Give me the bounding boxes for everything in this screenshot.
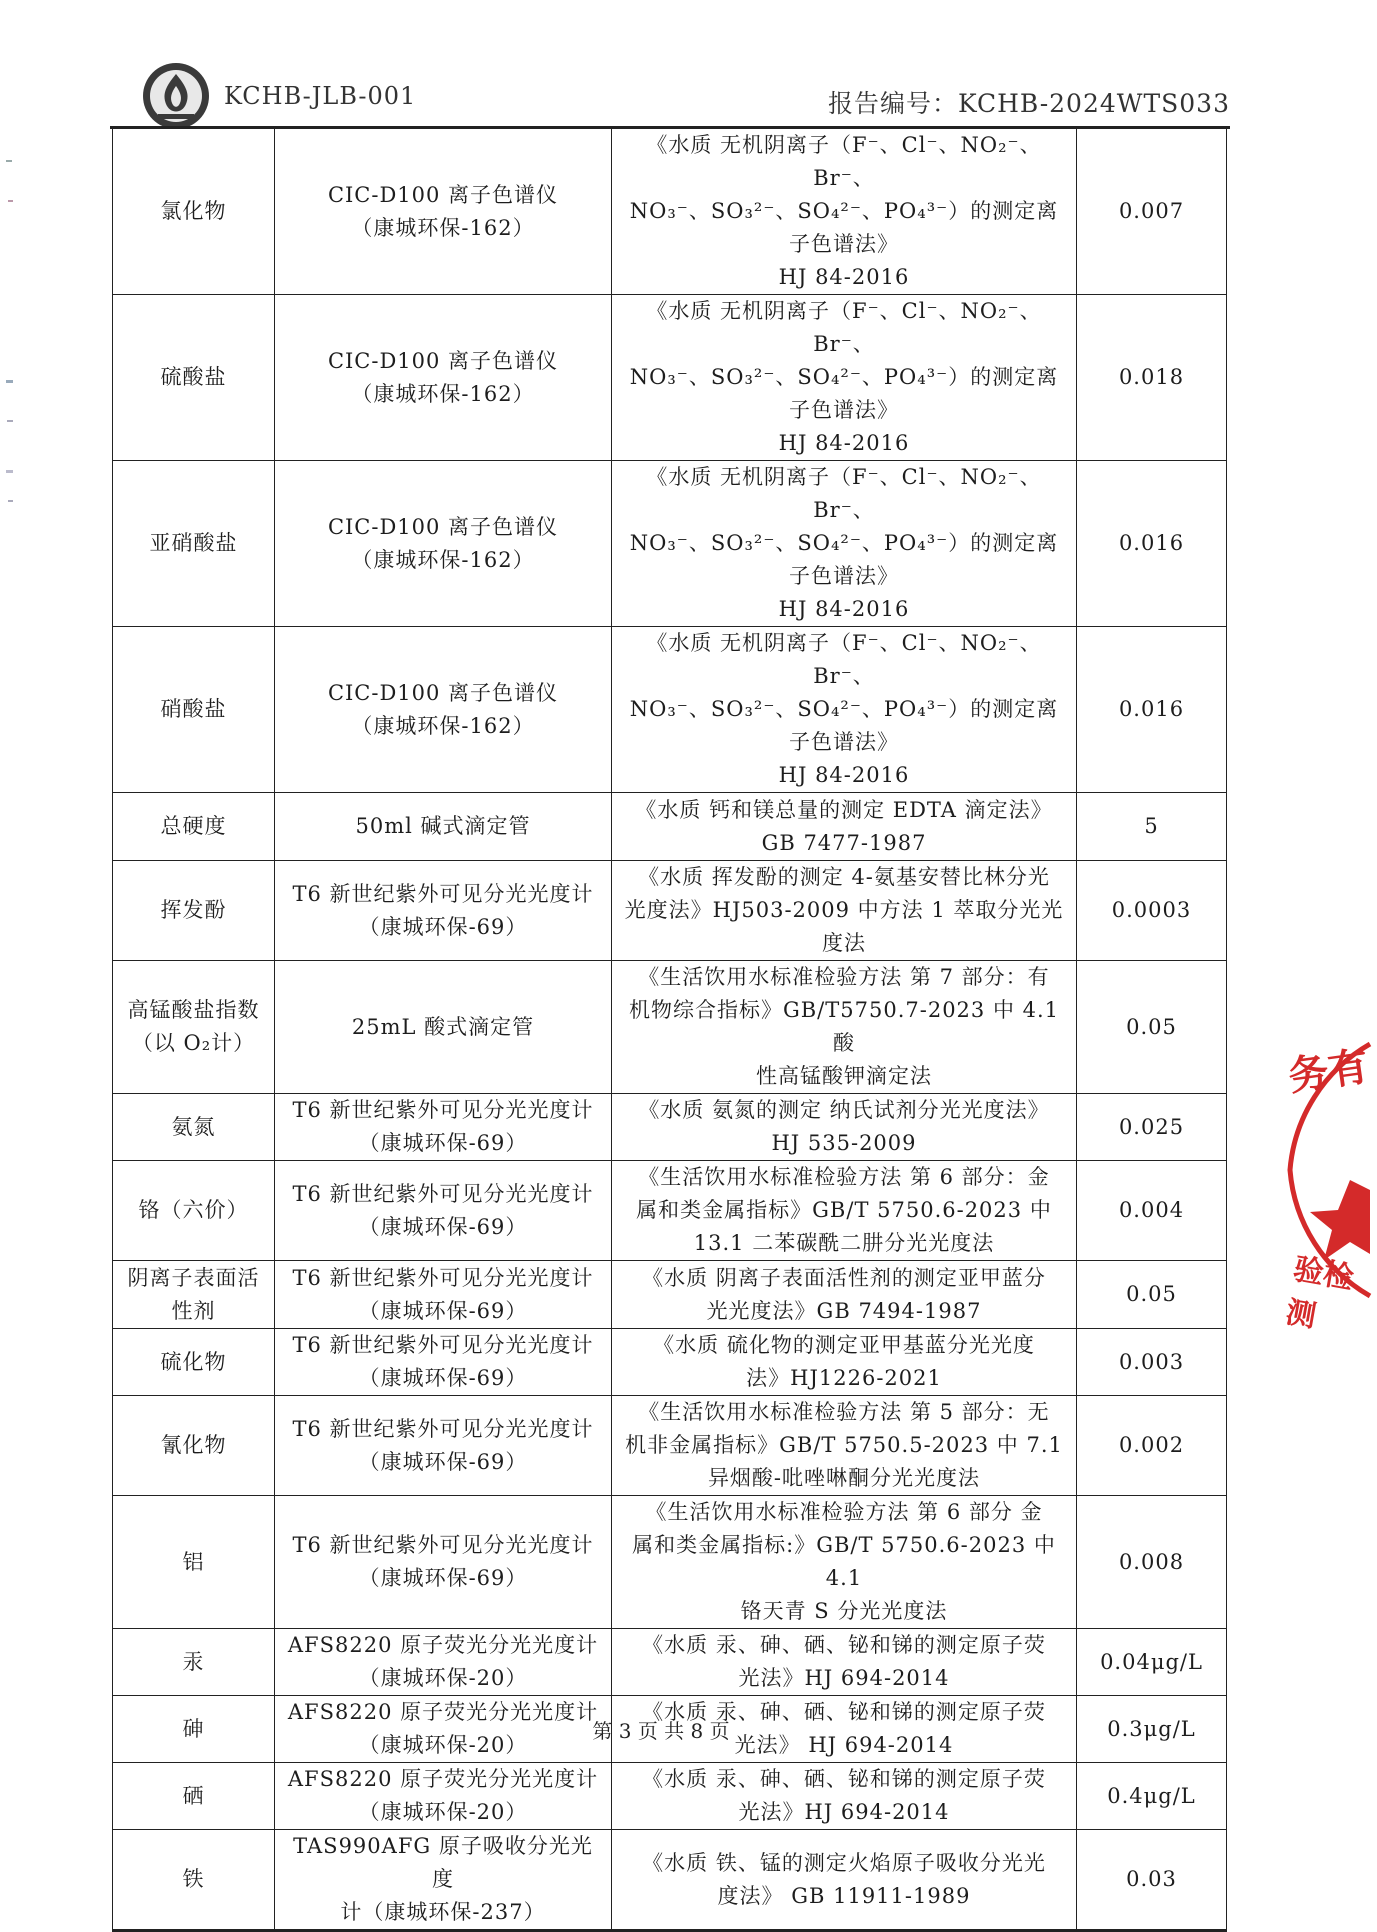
- item-name-cell: 铁: [113, 1830, 275, 1931]
- item-name-cell: 挥发酚: [113, 861, 275, 961]
- detection-limit-cell: 0.04μg/L: [1077, 1629, 1227, 1696]
- table-row: [113, 1329, 1227, 1396]
- method-cell: 《生活饮用水标准检验方法 第 5 部分：无 机非金属指标》GB/T 5750.5-2023 中 7.1 异烟酸-吡唑啉酮分光光度法: [612, 1396, 1077, 1496]
- instrument-cell: T6 新世纪紫外可见分光光度计 （康城环保-69）: [275, 1161, 612, 1261]
- detection-limit-cell: 0.008: [1077, 1496, 1227, 1629]
- instrument-cell: T6 新世纪紫外可见分光光度计 （康城环保-69）: [275, 1496, 612, 1629]
- table-row: [113, 1094, 1227, 1161]
- detection-limit-cell: 0.002: [1077, 1396, 1227, 1496]
- instrument-cell: AFS8220 原子荧光分光光度计 （康城环保-20）: [275, 1696, 612, 1763]
- table-row: [113, 129, 1227, 295]
- item-name-cell: 汞: [113, 1629, 275, 1696]
- detection-limit-cell: 0.016: [1077, 627, 1227, 793]
- instrument-cell: CIC-D100 离子色谱仪 （康城环保-162）: [275, 129, 612, 295]
- table-row: [113, 1830, 1227, 1931]
- detection-limit-cell: 0.4μg/L: [1077, 1763, 1227, 1830]
- page-header: [110, 44, 1230, 134]
- method-cell: 《水质 铁、锰的测定火焰原子吸收分光光 度法》 GB 11911-1989: [612, 1830, 1077, 1931]
- detection-limit-cell: 0.05: [1077, 961, 1227, 1094]
- instrument-cell: CIC-D100 离子色谱仪 （康城环保-162）: [275, 627, 612, 793]
- method-cell: 《水质 汞、砷、硒、铋和锑的测定原子荧 光法》 HJ 694-2014: [612, 1696, 1077, 1763]
- instrument-cell: T6 新世纪紫外可见分光光度计 （康城环保-69）: [275, 1396, 612, 1496]
- method-cell: 《水质 无机阴离子（F⁻、Cl⁻、NO₂⁻、Br⁻、 NO₃⁻、SO₃²⁻、SO₄²⁻、PO₄³⁻）的测定离子色谱法》 HJ 84-2016: [612, 129, 1077, 295]
- method-cell: 《生活饮用水标准检验方法 第 7 部分：有 机物综合指标》GB/T5750.7-2023 中 4.1 酸 性高锰酸钾滴定法: [612, 961, 1077, 1094]
- table-row: [113, 1261, 1227, 1329]
- method-cell: 《水质 挥发酚的测定 4-氨基安替比林分光 光度法》HJ503-2009 中方法 1 萃取分光光 度法: [612, 861, 1077, 961]
- method-cell: 《生活饮用水标准检验方法 第 6 部分：金 属和类金属指标》GB/T 5750.6-2023 中 13.1 二苯碳酰二肼分光光度法: [612, 1161, 1077, 1261]
- method-cell: 《水质 无机阴离子（F⁻、Cl⁻、NO₂⁻、Br⁻、 NO₃⁻、SO₃²⁻、SO₄²⁻、PO₄³⁻）的测定离子色谱法》 HJ 84-2016: [612, 627, 1077, 793]
- method-cell: 《生活饮用水标准检验方法 第 6 部分 金 属和类金属指标:》GB/T 5750.6-2023 中 4.1 铬天青 S 分光光度法: [612, 1496, 1077, 1629]
- scan-edge-marks: [4, 140, 18, 540]
- method-cell: 《水质 阴离子表面活性剂的测定亚甲蓝分 光光度法》GB 7494-1987: [612, 1261, 1077, 1329]
- method-cell: 《水质 汞、砷、硒、铋和锑的测定原子荧 光法》HJ 694-2014: [612, 1763, 1077, 1830]
- item-name-cell: 砷: [113, 1696, 275, 1763]
- method-cell: 《水质 钙和镁总量的测定 EDTA 滴定法》 GB 7477-1987: [612, 793, 1077, 861]
- item-name-cell: 铬（六价）: [113, 1161, 275, 1261]
- instrument-cell: T6 新世纪紫外可见分光光度计 （康城环保-69）: [275, 1329, 612, 1396]
- detection-limit-cell: 0.003: [1077, 1329, 1227, 1396]
- table-row: [113, 861, 1227, 961]
- instrument-cell: AFS8220 原子荧光分光光度计 （康城环保-20）: [275, 1629, 612, 1696]
- instrument-cell: TAS990AFG 原子吸收分光光度 计（康城环保-237）: [275, 1830, 612, 1931]
- report-number: 报告编号：KCHB-2024WTS033: [827, 89, 1230, 118]
- detection-limit-cell: 0.016: [1077, 461, 1227, 627]
- table-row: [113, 1763, 1227, 1830]
- document-code: KCHB-JLB-001: [224, 82, 417, 110]
- instrument-cell: T6 新世纪紫外可见分光光度计 （康城环保-69）: [275, 1261, 612, 1329]
- detection-limit-cell: 0.007: [1077, 129, 1227, 295]
- seal-text-bottom: 验检测: [1283, 1251, 1356, 1335]
- instrument-cell: CIC-D100 离子色谱仪 （康城环保-162）: [275, 461, 612, 627]
- table-row: [113, 627, 1227, 793]
- detection-limit-cell: 0.004: [1077, 1161, 1227, 1261]
- instrument-cell: CIC-D100 离子色谱仪 （康城环保-162）: [275, 295, 612, 461]
- method-cell: 《水质 氨氮的测定 纳氏试剂分光光度法》 HJ 535-2009: [612, 1094, 1077, 1161]
- method-table: [112, 128, 1227, 1932]
- detection-limit-cell: 0.05: [1077, 1261, 1227, 1329]
- detection-limit-cell: 0.0003: [1077, 861, 1227, 961]
- company-logo-icon: [140, 60, 212, 132]
- instrument-cell: T6 新世纪紫外可见分光光度计 （康城环保-69）: [275, 861, 612, 961]
- table-row: [113, 461, 1227, 627]
- detection-limit-cell: 0.03: [1077, 1830, 1227, 1931]
- detection-limit-cell: 5: [1077, 793, 1227, 861]
- detection-limit-cell: 0.025: [1077, 1094, 1227, 1161]
- detection-limit-cell: 0.3μg/L: [1077, 1696, 1227, 1763]
- table-row: [113, 1161, 1227, 1261]
- instrument-cell: AFS8220 原子荧光分光光度计 （康城环保-20）: [275, 1763, 612, 1830]
- page-number: 第 3 页 共 8 页: [592, 1719, 730, 1743]
- table-row: [113, 1629, 1227, 1696]
- table-row: [113, 1496, 1227, 1629]
- official-seal: [1250, 1040, 1372, 1335]
- item-name-cell: 铝: [113, 1496, 275, 1629]
- table-row: [113, 1396, 1227, 1496]
- instrument-cell: 50ml 碱式滴定管: [275, 793, 612, 861]
- table-row: [113, 961, 1227, 1094]
- instrument-cell: 25mL 酸式滴定管: [275, 961, 612, 1094]
- item-name-cell: 氨氮: [113, 1094, 275, 1161]
- method-cell: 《水质 汞、砷、硒、铋和锑的测定原子荧 光法》HJ 694-2014: [612, 1629, 1077, 1696]
- detection-limit-cell: 0.018: [1077, 295, 1227, 461]
- table-row: [113, 793, 1227, 861]
- item-name-cell: 硫化物: [113, 1329, 275, 1396]
- item-name-cell: 氰化物: [113, 1396, 275, 1496]
- seal-text-top: 务有: [1285, 1043, 1372, 1101]
- item-name-cell: 硒: [113, 1763, 275, 1830]
- method-cell: 《水质 无机阴离子（F⁻、Cl⁻、NO₂⁻、Br⁻、 NO₃⁻、SO₃²⁻、SO₄²⁻、PO₄³⁻）的测定离子色谱法》 HJ 84-2016: [612, 461, 1077, 627]
- item-name-cell: 阴离子表面活 性剂: [113, 1261, 275, 1329]
- item-name-cell: 氯化物: [113, 129, 275, 295]
- table-row: [113, 295, 1227, 461]
- item-name-cell: 高锰酸盐指数 （以 O₂计）: [113, 961, 275, 1094]
- item-name-cell: 总硬度: [113, 793, 275, 861]
- method-cell: 《水质 无机阴离子（F⁻、Cl⁻、NO₂⁻、Br⁻、 NO₃⁻、SO₃²⁻、SO₄²⁻、PO₄³⁻）的测定离子色谱法》 HJ 84-2016: [612, 295, 1077, 461]
- item-name-cell: 硝酸盐: [113, 627, 275, 793]
- item-name-cell: 亚硝酸盐: [113, 461, 275, 627]
- item-name-cell: 硫酸盐: [113, 295, 275, 461]
- method-cell: 《水质 硫化物的测定亚甲基蓝分光光度 法》HJ1226-2021: [612, 1329, 1077, 1396]
- instrument-cell: T6 新世纪紫外可见分光光度计 （康城环保-69）: [275, 1094, 612, 1161]
